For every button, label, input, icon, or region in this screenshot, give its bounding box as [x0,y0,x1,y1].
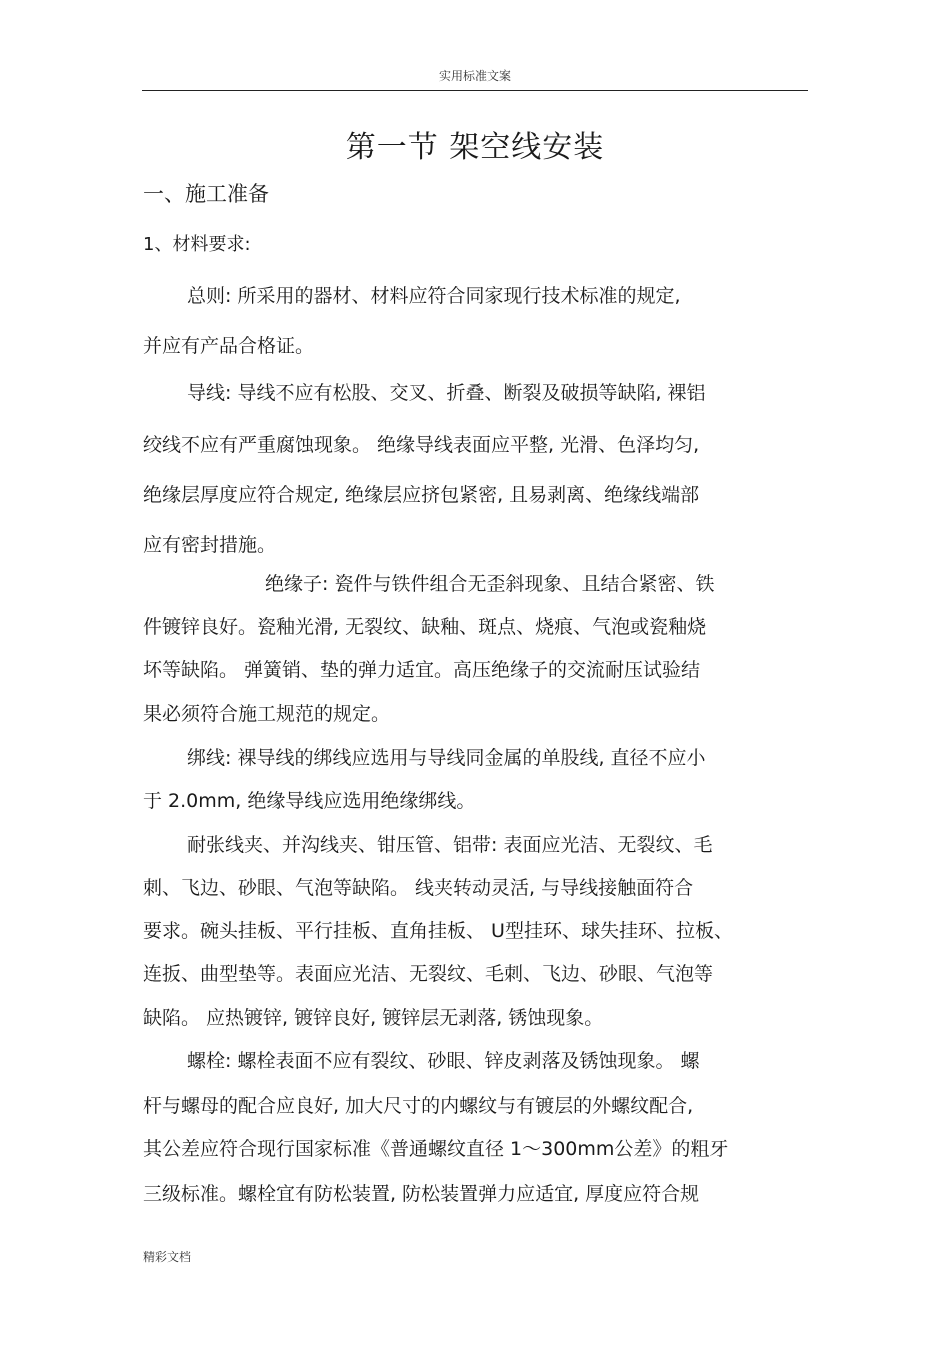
paragraph-line: 绝缘子: 瓷件与铁件组合无歪斜现象、且结合紧密、铁 [265,573,715,595]
paragraph-line: 总则: 所采用的器材、材料应符合同家现行技术标准的规定, [187,285,681,307]
paragraph-line: 刺、飞边、砂眼、气泡等缺陷。 线夹转动灵活, 与导线接触面符合 [143,877,694,899]
paragraph-line: 其公差应符合现行国家标准《普通螺纹直径 1～300mm公差》的粗牙 [143,1138,729,1160]
paragraph-line: 耐张线夹、并沟线夹、钳压管、铝带: 表面应光洁、无裂纹、毛 [187,834,713,856]
paragraph-line: 要求。碗头挂板、平行挂板、直角挂板、 U型挂环、球失挂环、拉板、 [143,920,733,942]
paragraph-line: 于 2.0mm, 绝缘导线应选用绝缘绑线。 [143,790,476,812]
subsection-heading: 1、材料要求: [143,234,251,255]
page-footer: 精彩文档 [143,1250,192,1264]
paragraph-line: 并应有产品合格证。 [143,335,315,357]
paragraph-line: 导线: 导线不应有松股、交叉、折叠、断裂及破损等缺陷, 裸铝 [187,382,706,404]
paragraph-line: 件镀锌良好。瓷釉光滑, 无裂纹、缺釉、斑点、烧痕、气泡或瓷釉烧 [143,616,707,638]
paragraph-line: 坏等缺陷。 弹簧销、垫的弹力适宜。高压绝缘子的交流耐压试验结 [143,659,701,681]
paragraph-line: 缺陷。 应热镀锌, 镀锌良好, 镀锌层无剥落, 锈蚀现象。 [143,1007,604,1029]
page-title: 第一节 架空线安装 [345,130,605,165]
paragraph-line: 螺栓: 螺栓表面不应有裂纹、砂眼、锌皮剥落及锈蚀现象。 螺 [187,1050,700,1072]
paragraph-line: 绞线不应有严重腐蚀现象。 绝缘导线表面应平整, 光滑、色泽均匀, [143,434,700,456]
paragraph-line: 连扳、曲型垫等。表面应光洁、无裂纹、毛刺、飞边、砂眼、气泡等 [143,963,714,985]
paragraph-line: 绑线: 裸导线的绑线应选用与导线同金属的单股线, 直径不应小 [187,747,706,769]
paragraph-line: 三级标准。螺栓宜有防松装置, 防松装置弹力应适宜, 厚度应符合规 [143,1183,700,1205]
paragraph-line: 杆与螺母的配合应良好, 加大尺寸的内螺纹与有镀层的外螺纹配合, [143,1095,694,1117]
paragraph-line: 绝缘层厚度应符合规定, 绝缘层应挤包紧密, 且易剥离、绝缘线端部 [143,484,700,506]
section-heading: 一、施工准备 [143,182,269,206]
paragraph-line: 应有密封措施。 [143,534,277,556]
page-header: 实用标准文案 [438,69,511,83]
paragraph-line: 果必须符合施工规范的规定。 [143,703,391,725]
header-rule [142,90,808,91]
